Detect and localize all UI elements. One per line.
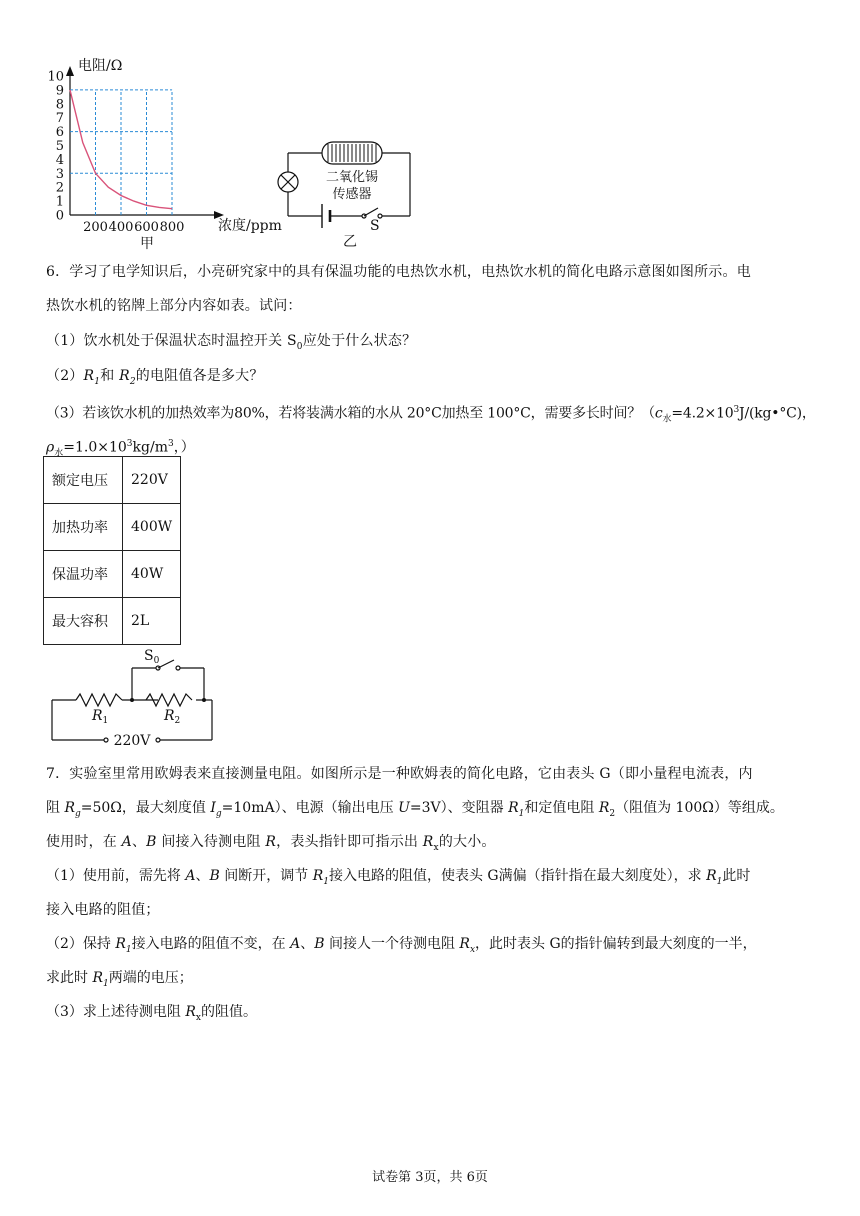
sup: 3 (733, 405, 740, 415)
text: =50Ω，最大刻度值 (80, 800, 211, 816)
q6-stem-line2: 热饮水机的铭牌上部分内容如表。试问： (46, 298, 302, 314)
sub: g (75, 808, 81, 819)
figure-caption-yi: 乙 (343, 234, 357, 250)
page-footer: 试卷第 3页，共 6页 (372, 1170, 488, 1185)
var: I (210, 800, 216, 816)
var: U (398, 800, 410, 816)
sensor-element (322, 142, 382, 164)
var: B (314, 936, 325, 952)
text: （3）求上述待测电阻 (46, 1004, 186, 1020)
table-cell-key: 保温功率 (44, 551, 123, 598)
var: A (121, 834, 132, 850)
table-cell-key: 额定电压 (44, 457, 123, 504)
y-tick-label: 4 (55, 152, 64, 168)
battery-icon (322, 204, 330, 228)
sub: 1 (94, 376, 101, 387)
text: ，此时表头 G的指针偏转到最大刻度的一半， (475, 936, 757, 952)
sensor-label-line2: 传感器 (332, 187, 372, 202)
text: （阻值为 100Ω）等组成。 (615, 800, 784, 816)
x-tick-label: 800 (159, 220, 185, 235)
table-cell-key: 最大容积 (44, 598, 123, 645)
x-tick-label: 400 (108, 220, 134, 235)
var: R (508, 800, 519, 816)
sensor-circuit-diagram (272, 132, 422, 250)
var: R (265, 834, 277, 850)
sup: 3 (167, 439, 174, 449)
var: R (115, 936, 126, 952)
text: 的阻值。 (200, 1004, 257, 1020)
y-tick-label: 10 (47, 69, 64, 85)
table-row (44, 551, 181, 598)
y-tick-label: 2 (55, 180, 64, 196)
q6-sub2 (46, 366, 264, 392)
text: （1）使用前，需先将 (46, 868, 186, 884)
var: R (64, 800, 75, 816)
sub: 水 (662, 414, 672, 425)
text: 间接人一个待测电阻 (324, 936, 460, 952)
q7-sub2 (46, 934, 757, 960)
text: （3）若该饮水机的加热效率为80%，若将装满水箱的水从 20°C加热至 100°C，需要多长时间？（ (46, 405, 655, 422)
sub: 0 (296, 341, 303, 352)
var: R (83, 368, 95, 384)
resistor-r1-icon (76, 694, 122, 706)
text: 接入电路的阻值，使表头 G满偏（指针指在最大刻度处），求 (328, 868, 707, 884)
text: 应处于什么状态？ (302, 333, 417, 349)
q7-stem-line1: 7．实验室里常用欧姆表来直接测量电阻。如图所示是一种欧姆表的简化电路，它由表头 G（即小量程电流表，内 (46, 766, 753, 782)
q7-sub2-cont (46, 968, 193, 994)
y-tick-label: 0 (55, 208, 64, 224)
q7-stem-line2 (46, 798, 784, 824)
y-tick-labels (47, 70, 64, 224)
sub: 1 (716, 876, 723, 887)
var: B (146, 834, 157, 850)
y-tick-label: 8 (55, 97, 64, 113)
switch-s0-label: $S_0$ (144, 648, 160, 666)
table-row (44, 457, 181, 504)
q7-sub1-cont: 接入电路的阻值； (46, 902, 160, 918)
var: A (290, 936, 301, 952)
sub: g (215, 808, 222, 819)
x-tick-labels (83, 220, 184, 235)
text: 的大小。 (438, 834, 496, 850)
text: =1.0×10 (63, 439, 127, 456)
text: （2） (46, 368, 84, 384)
text: =10mA）、电源（输出电压 (221, 800, 399, 816)
text: J/(kg•°C)， (739, 405, 816, 422)
text: 阻 (46, 800, 65, 816)
q7-sub3 (46, 1002, 257, 1028)
text: 和 (100, 368, 115, 384)
table-cell-key: 加热功率 (44, 504, 123, 551)
q7-stem-line3 (46, 832, 496, 858)
sub: x (469, 944, 476, 955)
q6-sub1 (46, 331, 416, 357)
table-cell-value: 40W (123, 551, 181, 598)
text: 、 (300, 936, 315, 952)
source-voltage-label: 220V (113, 733, 151, 749)
var: R (119, 368, 130, 384)
table-cell-value: 220V (123, 457, 181, 504)
var: R (598, 800, 610, 816)
text: 、 (131, 834, 147, 850)
table-cell-value: 400W (123, 504, 181, 551)
text: ，表头指针即可指示出 (276, 834, 423, 850)
var: R (422, 834, 434, 850)
y-tick-label: 5 (55, 139, 64, 154)
text: 的电阻值各是多大？ (135, 368, 264, 384)
sub: 1 (125, 944, 132, 955)
sub: 1 (323, 876, 329, 887)
sub: x (195, 1012, 201, 1023)
var: A (185, 868, 196, 884)
text: 两端的电压； (108, 970, 193, 986)
text: 此时 (722, 868, 751, 884)
figure-caption-jia: 甲 (140, 236, 154, 252)
y-tick-label: 9 (55, 83, 64, 99)
switch-icon (362, 208, 382, 218)
q6-sub3 (46, 400, 816, 429)
text: 接入电路的阻值不变，在 (131, 936, 291, 952)
resistor-r1-label: $R_1$ (92, 708, 109, 726)
sub: 2 (609, 808, 616, 819)
text: =3V）、变阻器 (409, 800, 509, 816)
sub: x (433, 842, 439, 853)
table-row (44, 598, 181, 645)
sub: 2 (129, 376, 136, 387)
x-tick-label: 200 (83, 220, 108, 235)
table-row (44, 504, 181, 551)
y-tick-label: 1 (55, 194, 64, 210)
text: ，） (173, 439, 195, 456)
table-cell-value: 2L (123, 598, 181, 645)
text: 使用时，在 (46, 834, 122, 850)
dispenser-circuit-diagram (46, 644, 218, 752)
y-tick-label: 3 (55, 166, 64, 182)
resistance-concentration-chart (40, 52, 290, 252)
x-axis-label: 浓度/ppm (218, 218, 282, 234)
q7-sub1 (46, 866, 750, 892)
sub: 1 (103, 978, 109, 989)
y-tick-label: 7 (55, 111, 64, 127)
sensor-label-line1: 二氧化锡 (325, 170, 379, 185)
var: ρ (46, 439, 55, 456)
var: c (654, 405, 663, 422)
lamp-icon (278, 172, 298, 192)
var: R (92, 970, 103, 986)
text: （1）饮水机处于保温状态时温控开关 S (46, 333, 297, 349)
text: 和定值电阻 (524, 800, 599, 816)
y-axis-label: 电阻/Ω (78, 58, 123, 74)
y-tick-label: 6 (55, 125, 64, 141)
x-tick-label: 600 (134, 220, 159, 235)
text: =4.2×10 (671, 405, 734, 422)
var: R (459, 936, 470, 952)
resistor-r2-icon (146, 694, 192, 706)
text: 求此时 (46, 970, 93, 986)
switch-s0-icon (156, 660, 180, 670)
y-axis-arrow (66, 66, 74, 76)
var: R (706, 868, 717, 884)
text: kg/m (132, 439, 168, 456)
resistor-r2-label: $R_2$ (164, 708, 181, 726)
sup: 3 (126, 439, 133, 449)
sub: 1 (518, 808, 525, 819)
text: 间断开，调节 (219, 868, 313, 884)
var: B (209, 868, 220, 884)
switch-label: S (370, 218, 380, 234)
q6-stem-line1: 6．学习了电学知识后，小亮研究家中的具有保温功能的电热饮水机，电热饮水机的简化电路示意图如图所示。电 (46, 264, 751, 280)
var: R (185, 1004, 196, 1020)
text: （2）保持 (46, 936, 116, 952)
text: 间接入待测电阻 (156, 834, 266, 850)
text: 、 (195, 868, 210, 884)
sub: 水 (54, 448, 64, 459)
nameplate-table (43, 456, 181, 645)
var: R (312, 868, 324, 884)
